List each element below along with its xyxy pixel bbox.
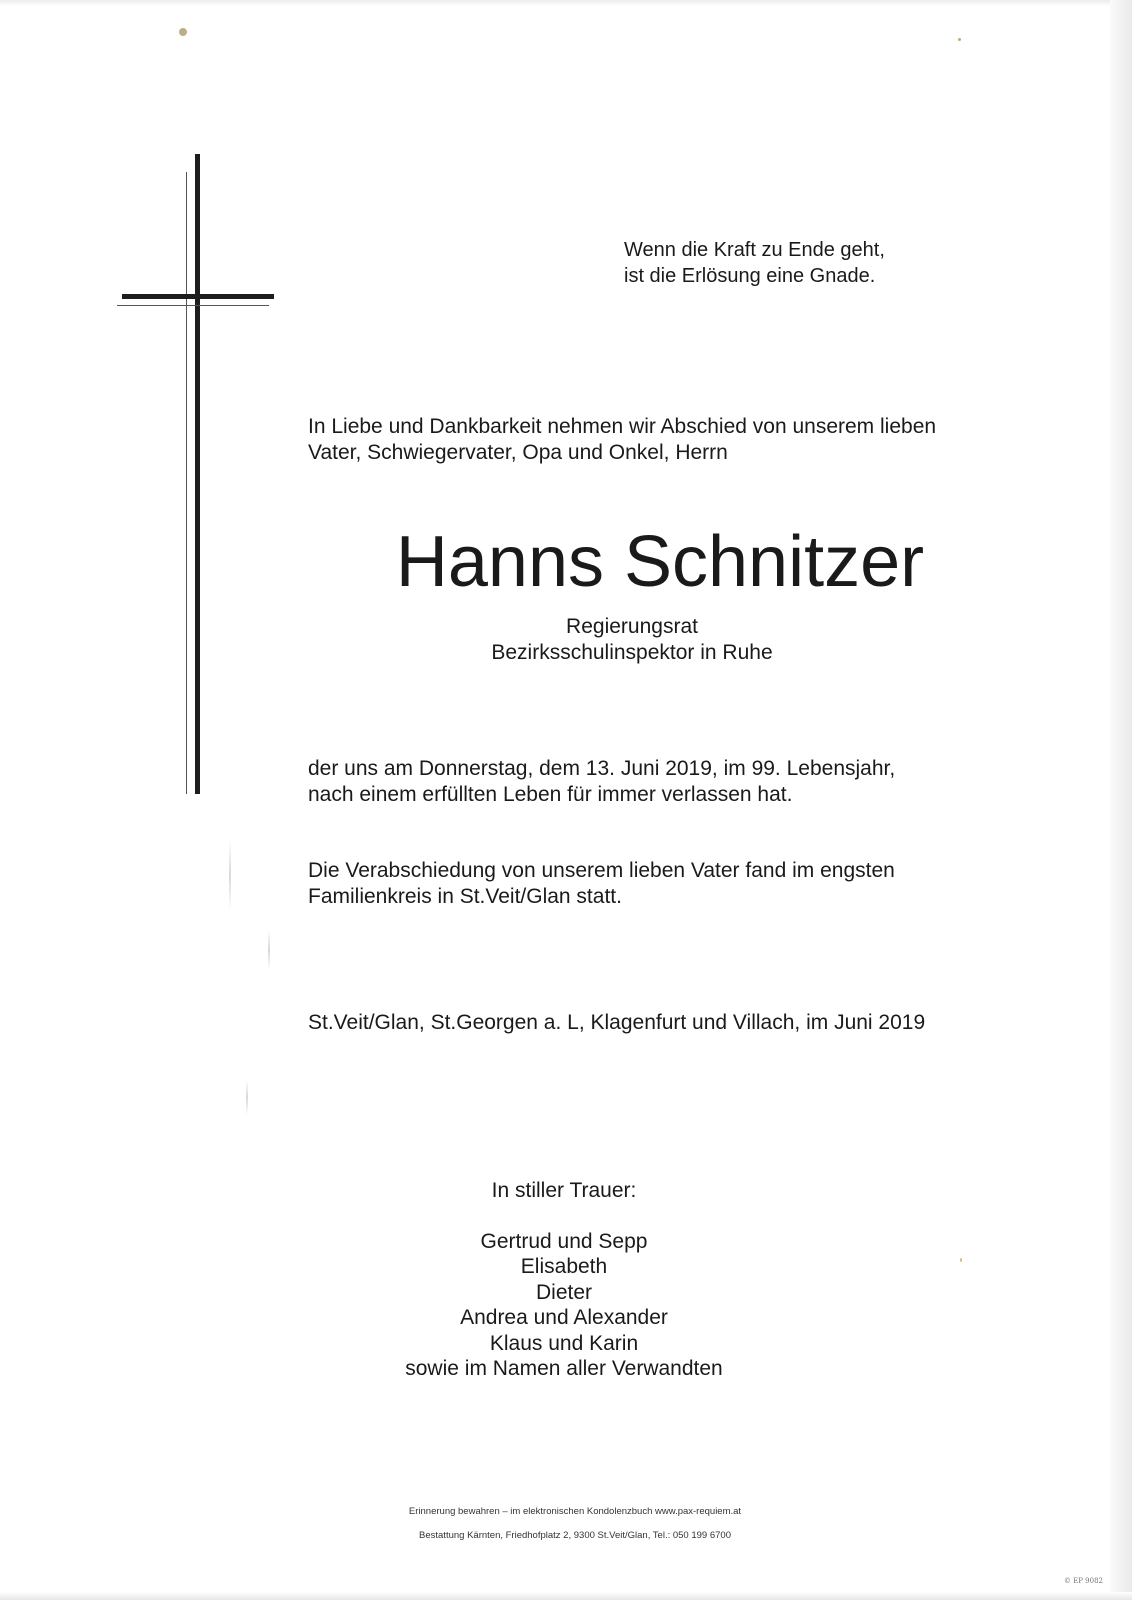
- copyright-mark: © EP 9082: [1063, 1577, 1103, 1585]
- scan-smudge: [268, 930, 270, 970]
- quote-line: ist die Erlösung eine Gnade.: [624, 265, 876, 287]
- mourner-name: Dieter: [535, 1280, 593, 1304]
- farewell-paragraph: [308, 858, 895, 910]
- farewell-line: Familienkreis in St.Veit/Glan statt.: [308, 885, 622, 908]
- scan-speck: [179, 28, 187, 36]
- places-date: St.Veit/Glan, St.Georgen a. L, Klagenfurt und Villach, im Juni 2019: [308, 1011, 926, 1034]
- sheet-edge-bottom: [0, 1592, 1132, 1600]
- cross-main-vertical: [195, 154, 200, 794]
- quote: [624, 237, 885, 289]
- deceased-name: Hanns Schnitzer: [395, 522, 925, 602]
- footer-condolence-line: Erinnerung bewahren – im elektronischen Kondolenzbuch www.pax-requiem.at: [408, 1506, 742, 1517]
- deceased-titles: [0, 614, 1132, 666]
- farewell-line: Die Verabschiedung von unserem lieben Vater fand im engsten: [308, 859, 895, 882]
- cross-thin-vertical: [186, 172, 187, 794]
- death-notice-line: nach einem erfüllten Leben für immer verlassen hat.: [308, 783, 793, 806]
- intro-line: Vater, Schwiegervater, Opa und Onkel, Herrn: [308, 441, 728, 464]
- mourners-heading: In stiller Trauer:: [491, 1179, 637, 1202]
- mourner-name: sowie im Namen aller Verwandten: [405, 1357, 723, 1380]
- cross-main-horizontal: [122, 294, 274, 299]
- scan-smudge: [246, 1080, 248, 1115]
- mourner-name: Elisabeth: [520, 1255, 608, 1278]
- deceased-title: Bezirksschulinspektor in Ruhe: [491, 641, 773, 664]
- intro-line: In Liebe und Dankbarkeit nehmen wir Abschied von unserem lieben: [308, 415, 937, 438]
- scan-smudge: [229, 840, 231, 910]
- mourners-block: [0, 1178, 1128, 1382]
- deceased-title: Regierungsrat: [566, 615, 698, 638]
- sheet-edge-top: [0, 0, 1132, 6]
- scan-speck: [958, 38, 961, 41]
- mourner-name: Gertrud und Sepp: [480, 1229, 648, 1253]
- mourner-name: Klaus und Karin: [489, 1331, 639, 1355]
- quote-line: Wenn die Kraft zu Ende geht,: [624, 239, 885, 261]
- footer-address-line: Bestattung Kärnten, Friedhofplatz 2, 9300 St.Veit/Glan, Tel.: 050 199 6700: [419, 1530, 731, 1541]
- intro-paragraph: [308, 414, 936, 466]
- death-notice: [308, 756, 895, 808]
- cross-thin-horizontal: [117, 305, 269, 306]
- death-notice-line: der uns am Donnerstag, dem 13. Juni 2019, im 99. Lebensjahr,: [308, 757, 896, 780]
- mourner-name: Andrea und Alexander: [460, 1306, 668, 1329]
